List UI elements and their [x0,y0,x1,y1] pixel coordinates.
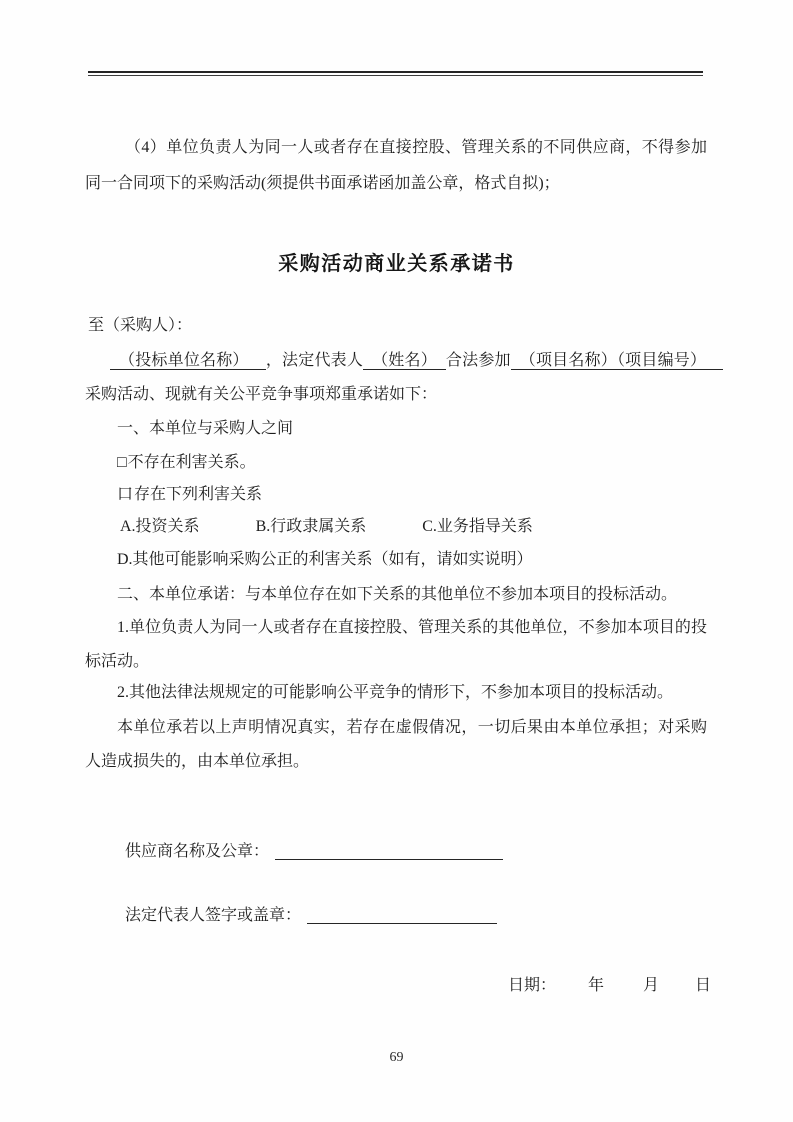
header-divider [88,71,703,76]
intro-paragraph: （4）单位负责人为同一人或者存在直接控股、管理关系的不同供应商，不得参加同一合同项下的采购活动(须提供书面承诺函加盖公章，格式自拟)； [85,139,707,192]
option-no-interest [85,446,707,480]
option-d-other: D.其他可能影响采购公正的利害关系（如有，请如实说明） [117,551,533,568]
option-c-business-guidance: C.业务指导关系 [422,518,533,535]
supplier-signature-row [125,841,503,863]
option-no-interest-label: 不存在利害关系。 [127,454,256,471]
page-number: 69 [389,1050,404,1065]
option-has-interest [85,478,707,512]
date-row [508,975,711,997]
section-two-heading: 二、本单位承诺：与本单位存在如下关系的其他单位不参加本项目的投标活动。 [117,586,678,603]
legal-rep-signature-row [125,905,497,927]
date-label: 日期： [508,977,557,994]
legal-rep-sign-blank[interactable] [307,907,497,924]
checkbox-unchecked-icon[interactable]: 口 [117,486,134,503]
checkbox-unchecked-icon[interactable]: □ [117,454,127,471]
supplier-seal-label: 供应商名称及公章： [125,843,270,860]
participate-label: 合法参加 [445,352,511,369]
legal-rep-label: ，法定代表人 [265,352,364,369]
fill-in-paragraph [85,344,714,411]
interest-options-row [120,510,533,544]
document-title: 采购活动商业关系承诺书 [278,253,515,275]
month-label: 月 [643,977,660,994]
bidder-name-blank[interactable]: （投标单位名称） [110,352,266,370]
greeting-line: 至（采购人）： [88,317,193,334]
closing-paragraph: 本单位承若以上声明情况真实，若存在虚假倩况，一切后果由本单位承担；对采购人造成损失的，由本单位承担。 [85,719,707,770]
supplier-seal-blank[interactable] [275,843,503,860]
legal-rep-sign-label: 法定代表人签字或盖章： [125,907,302,924]
option-b-administrative: B.行政隶属关系 [255,518,367,535]
commitment-item-2: 2.其他法律法规规定的可能影响公平竞争的情形下，不参加本项目的投标活动。 [117,684,674,701]
fill-rest-text: 采购活动、现就有关公平竞争事项郑重承诺如下： [85,385,438,403]
option-a-investment: A.投资关系 [120,518,200,535]
section-one-heading: 一、本单位与采购人之间 [117,420,294,437]
project-name-number-blank[interactable]: （项目名称）（项目编号） [511,352,723,370]
legal-rep-name-blank[interactable]: （姓名） [363,352,446,370]
day-label: 日 [695,977,712,994]
year-label: 年 [588,977,605,994]
option-has-interest-label: 存在下列利害关系 [134,486,263,503]
commitment-item-1: 1.单位负责人为同一人或者存在直接控股、管理关系的其他单位，不参加本项目的投标活动。 [85,619,707,670]
